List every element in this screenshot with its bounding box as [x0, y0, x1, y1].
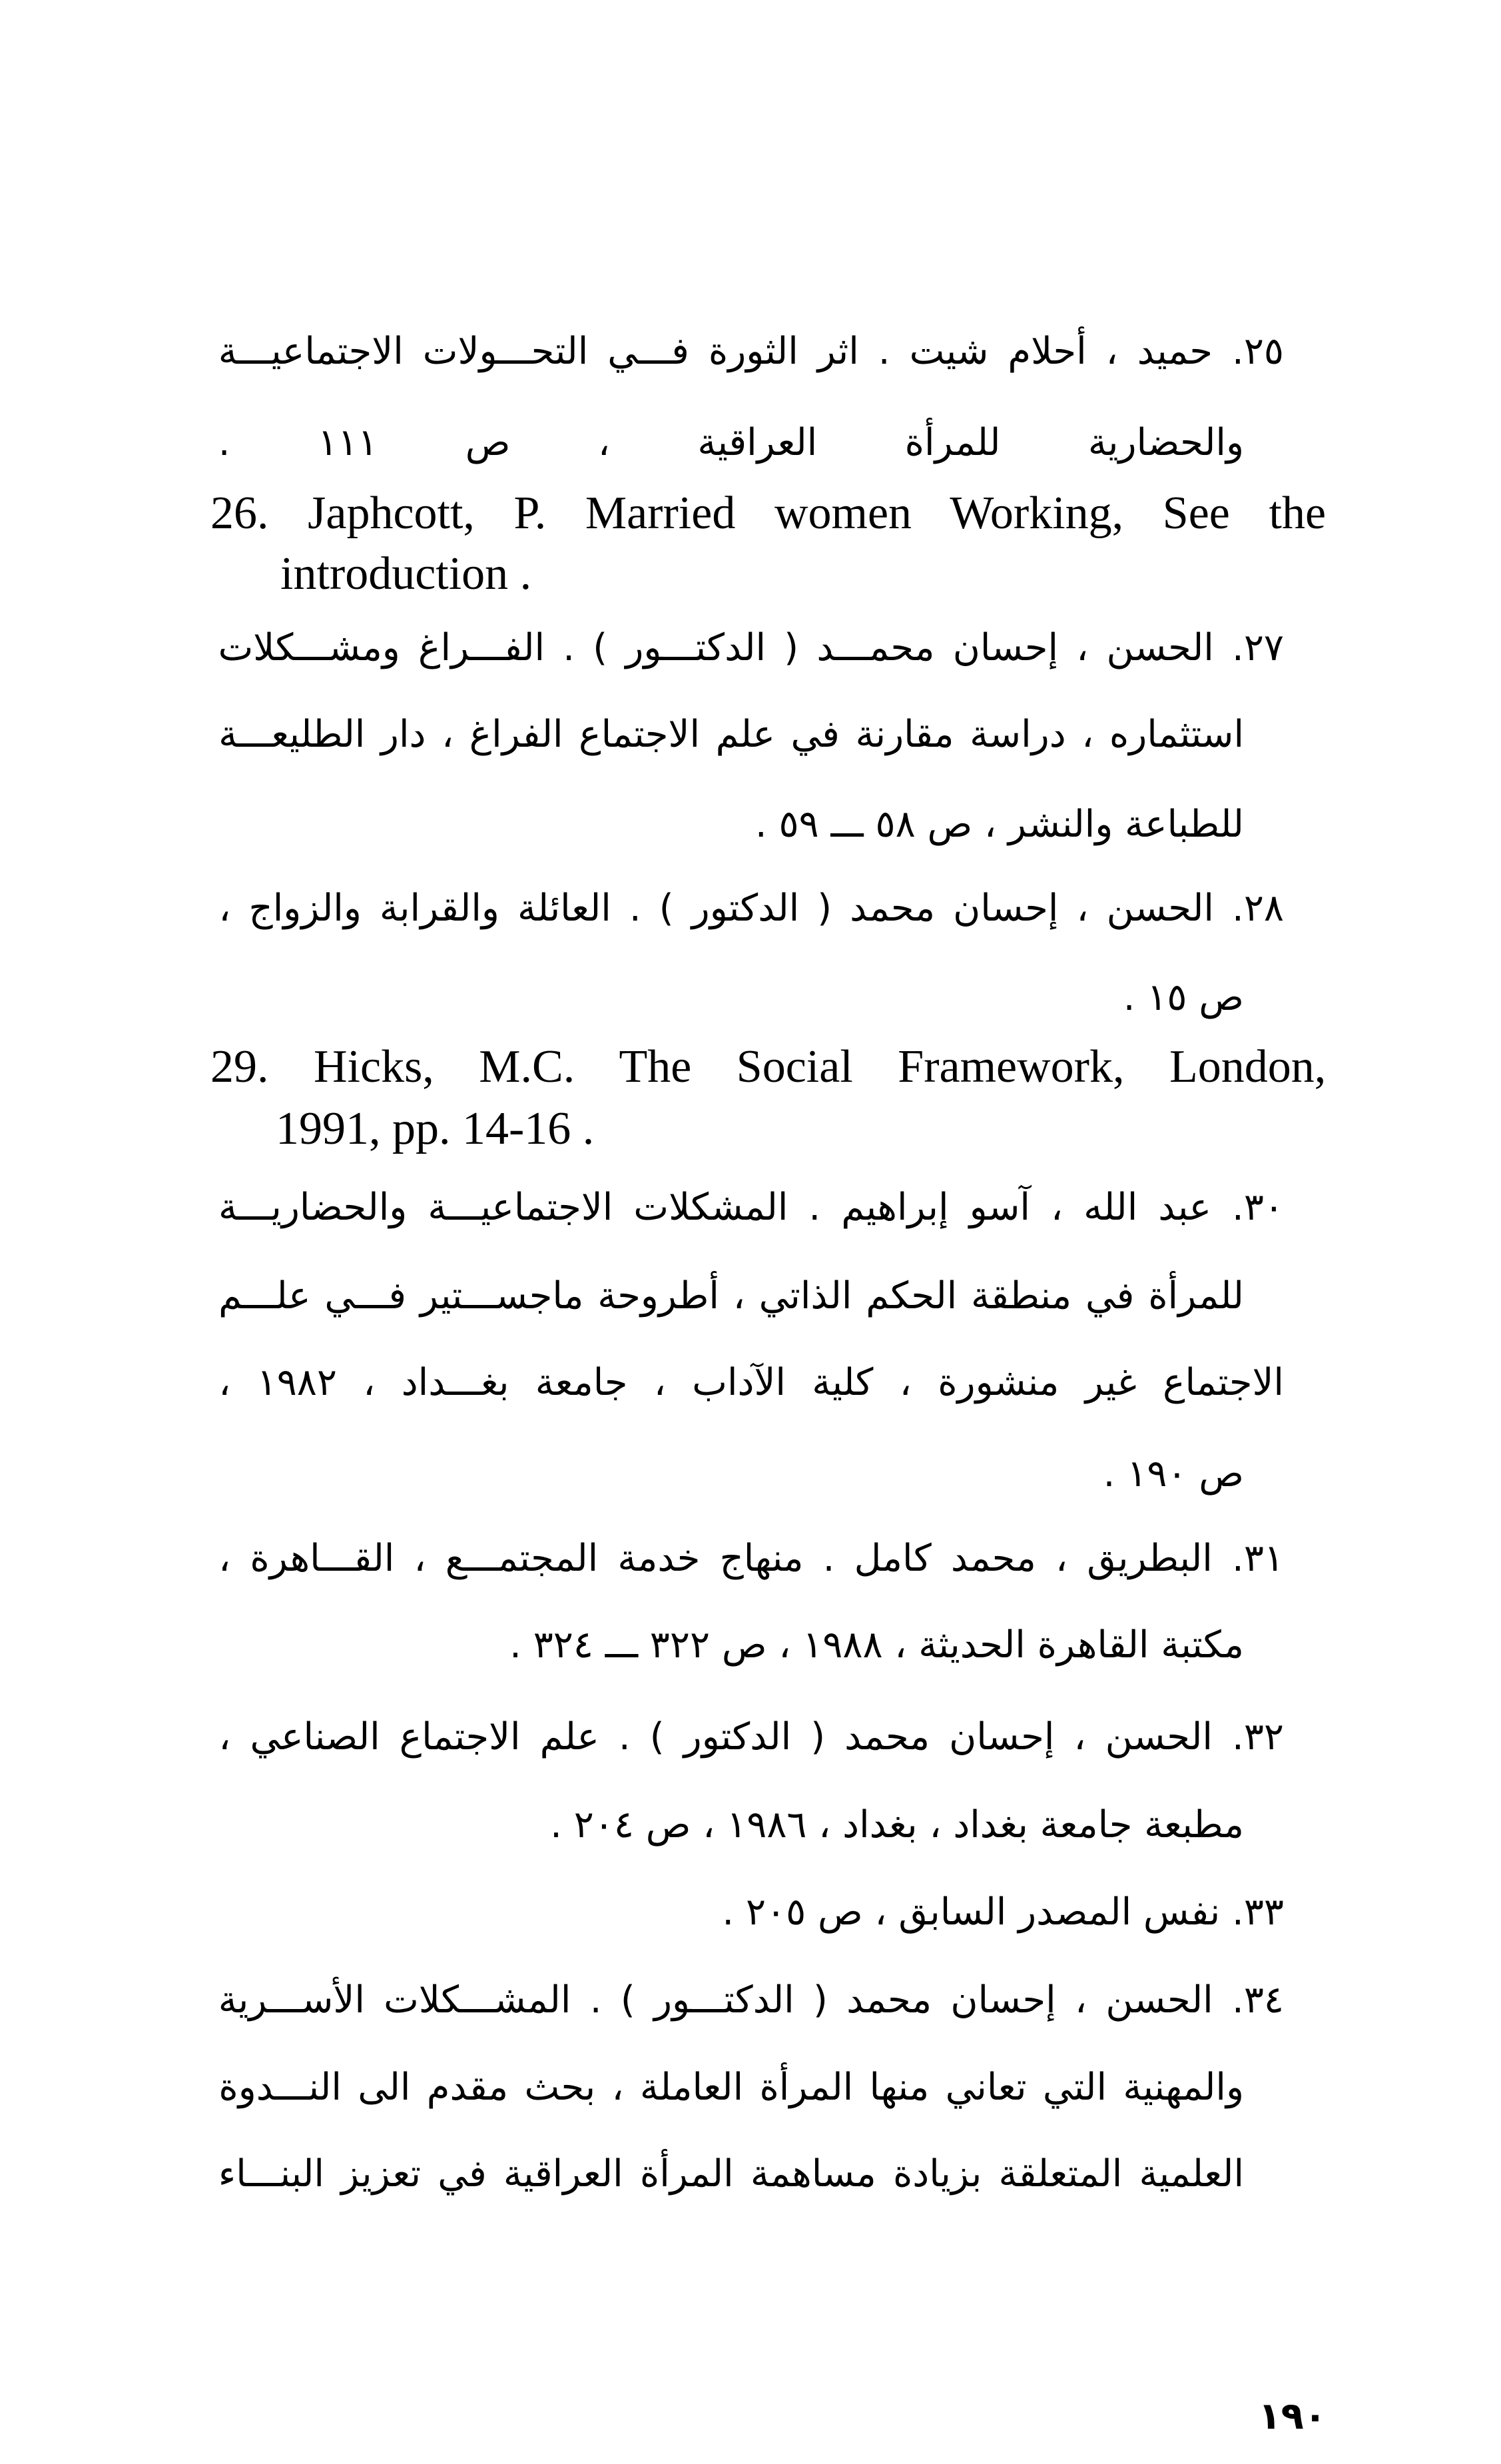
reference-29-line-1: 29. Hicks, M.C. The Social Framework, London,	[210, 1041, 1327, 1092]
reference-30-line-1: ٣٠. عبد الله ، آسو إبراهيم . المشكلات الاجتماعيـــة والحضاريـــة	[218, 1186, 1284, 1229]
reference-27-line-1: ٢٧. الحسن ، إحسان محمـــد ( الدكتـــور ) . الفـــراغ ومشـــكلات	[218, 626, 1284, 669]
reference-32-line-1: ٣٢. الحسن ، إحسان محمد ( الدكتور ) . علم الاجتماع الصناعي ،	[218, 1715, 1284, 1759]
reference-30-line-2: للمرأة في منطقة الحكم الذاتي ، أطروحة ماجســـتير فـــي علـــم	[218, 1274, 1244, 1318]
reference-28-line-2: ص ١٥ .	[1123, 976, 1244, 1019]
reference-32-line-2: مطبعة جامعة بغداد ، بغداد ، ١٩٨٦ ، ص ٢٠٤ .	[550, 1803, 1244, 1847]
reference-34-line-1: ٣٤. الحسن ، إحسان محمد ( الدكتـــور ) . المشـــكلات الأســـرية	[218, 1978, 1284, 2022]
reference-27-line-2: استثماره ، دراسة مقارنة في علم الاجتماع الفراغ ، دار الطليعـــة	[218, 713, 1244, 756]
reference-31-line-2: مكتبة القاهرة الحديثة ، ١٩٨٨ ، ص ٣٢٢ ـــ ٣٢٤ .	[509, 1623, 1244, 1667]
reference-26-line-2: introduction .	[280, 548, 532, 600]
reference-34-line-3: العلمية المتعلقة بزيادة مساهمة المرأة العراقية في تعزيز البنـــاء	[218, 2152, 1244, 2196]
reference-33-line-1: ٣٣. نفس المصدر السابق ، ص ٢٠٥ .	[722, 1890, 1284, 1934]
reference-30-line-3: الاجتماع غير منشورة ، كلية الآداب ، جامعة بغـــداد ، ١٩٨٢ ،	[218, 1361, 1284, 1404]
reference-28-line-1: ٢٨. الحسن ، إحسان محمد ( الدكتور ) . العائلة والقرابة والزواج ،	[218, 887, 1284, 930]
reference-31-line-1: ٣١. البطريق ، محمد كامل . منهاج خدمة المجتمـــع ، القـــاهرة ،	[218, 1537, 1284, 1580]
reference-34-line-2: والمهنية التي تعاني منها المرأة العاملة ، بحث مقدم الى النـــدوة	[218, 2066, 1244, 2109]
reference-29-line-2: 1991, pp. 14-16 .	[276, 1103, 595, 1154]
reference-30-line-4: ص ١٩٠ .	[1103, 1452, 1244, 1495]
reference-26-line-1: 26. Japhcott, P. Married women Working, See the	[210, 488, 1327, 539]
reference-27-line-3: للطباعة والنشر ، ص ٥٨ ـــ ٥٩ .	[754, 803, 1244, 846]
reference-25-line-2: والحضارية للمرأة العراقية ، ص ١١١ .	[218, 421, 1244, 464]
page-number: ١٩٠	[1258, 2395, 1327, 2438]
reference-25-line-1: ٢٥. حميد ، أحلام شيت . اثر الثورة فـــي التحـــولات الاجتماعيـــة	[218, 330, 1284, 373]
